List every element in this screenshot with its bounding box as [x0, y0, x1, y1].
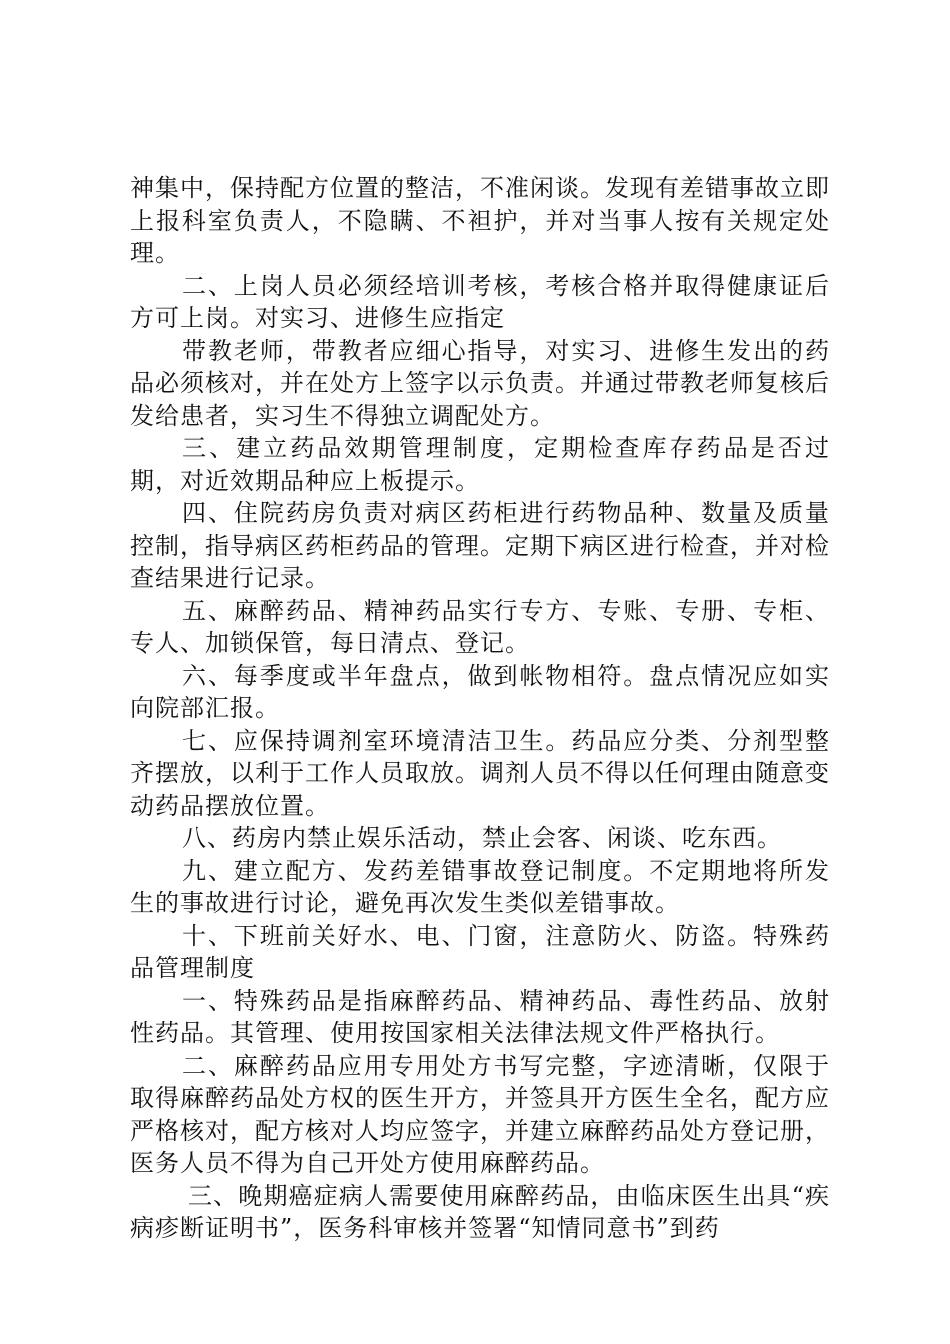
paragraph-6: 五、麻醉药品、精神药品实行专方、专账、专册、专柜、专人、加锁保管，每日清点、登记。: [130, 596, 830, 657]
paragraph-7: 六、每季度或半年盘点，做到帐物相符。盘点情况应如实向院部汇报。: [130, 661, 830, 722]
paragraph-12: 一、特殊药品是指麻醉药品、精神药品、毒性药品、放射性药品。其管理、使用按国家相关法律法规文件严格执行。: [130, 986, 830, 1047]
paragraph-9: 八、药房内禁止娱乐活动，禁止会客、闲谈、吃东西。: [182, 824, 782, 852]
paragraph-11: 十、下班前关好水、电、门窗，注意防火、防盗。特殊药品管理制度: [130, 921, 830, 982]
paragraph-13: 二、麻醉药品应用专用处方书写完整，字迹清晰，仅限于取得麻醉药品处方权的医生开方，并签具开方医生全名，配方应严格核对，配方核对人均应签字，并建立麻醉药品处方登记册，医务人员不得为自己开处方使用麻醉药品。: [130, 1051, 830, 1177]
paragraph-14: 三、晚期癌症病人需要使用麻醉药品，由临床医生出具“疾病疹断证明书”，医务科审核并签署“知情同意书”到药: [130, 1181, 830, 1242]
document-body: [130, 172, 830, 1245]
paragraph-8: 七、应保持调剂室环境清洁卫生。药品应分类、分剂型整齐摆放，以利于工作人员取放。调剂人员不得以任何理由随意变动药品摆放位置。: [130, 726, 830, 820]
paragraph-4: 三、建立药品效期管理制度，定期检查库存药品是否过期，对近效期品种应上板提示。: [130, 434, 830, 495]
paragraph-2: 二、上岗人员必须经培训考核，考核合格并取得健康证后方可上岗。对实习、进修生应指定: [130, 271, 830, 332]
paragraph-1: 神集中，保持配方位置的整洁，不准闲谈。发现有差错事故立即上报科室负责人，不隐瞒、不袒护，并对当事人按有关规定处理。: [130, 174, 830, 267]
paragraph-3: 带教老师，带教者应细心指导，对实习、进修生发出的药品必须核对，并在处方上签字以示负责。并通过带教老师复核后发给患者，实习生不得独立调配处方。: [130, 336, 830, 430]
paragraph-10: 九、建立配方、发药差错事故登记制度。不定期地将所发生的事故进行讨论，避免再次发生类似差错事故。: [130, 856, 830, 917]
paragraph-5: 四、住院药房负责对病区药柜进行药物品种、数量及质量控制，指导病区药柜药品的管理。定期下病区进行检查，并对检查结果进行记录。: [130, 499, 830, 592]
